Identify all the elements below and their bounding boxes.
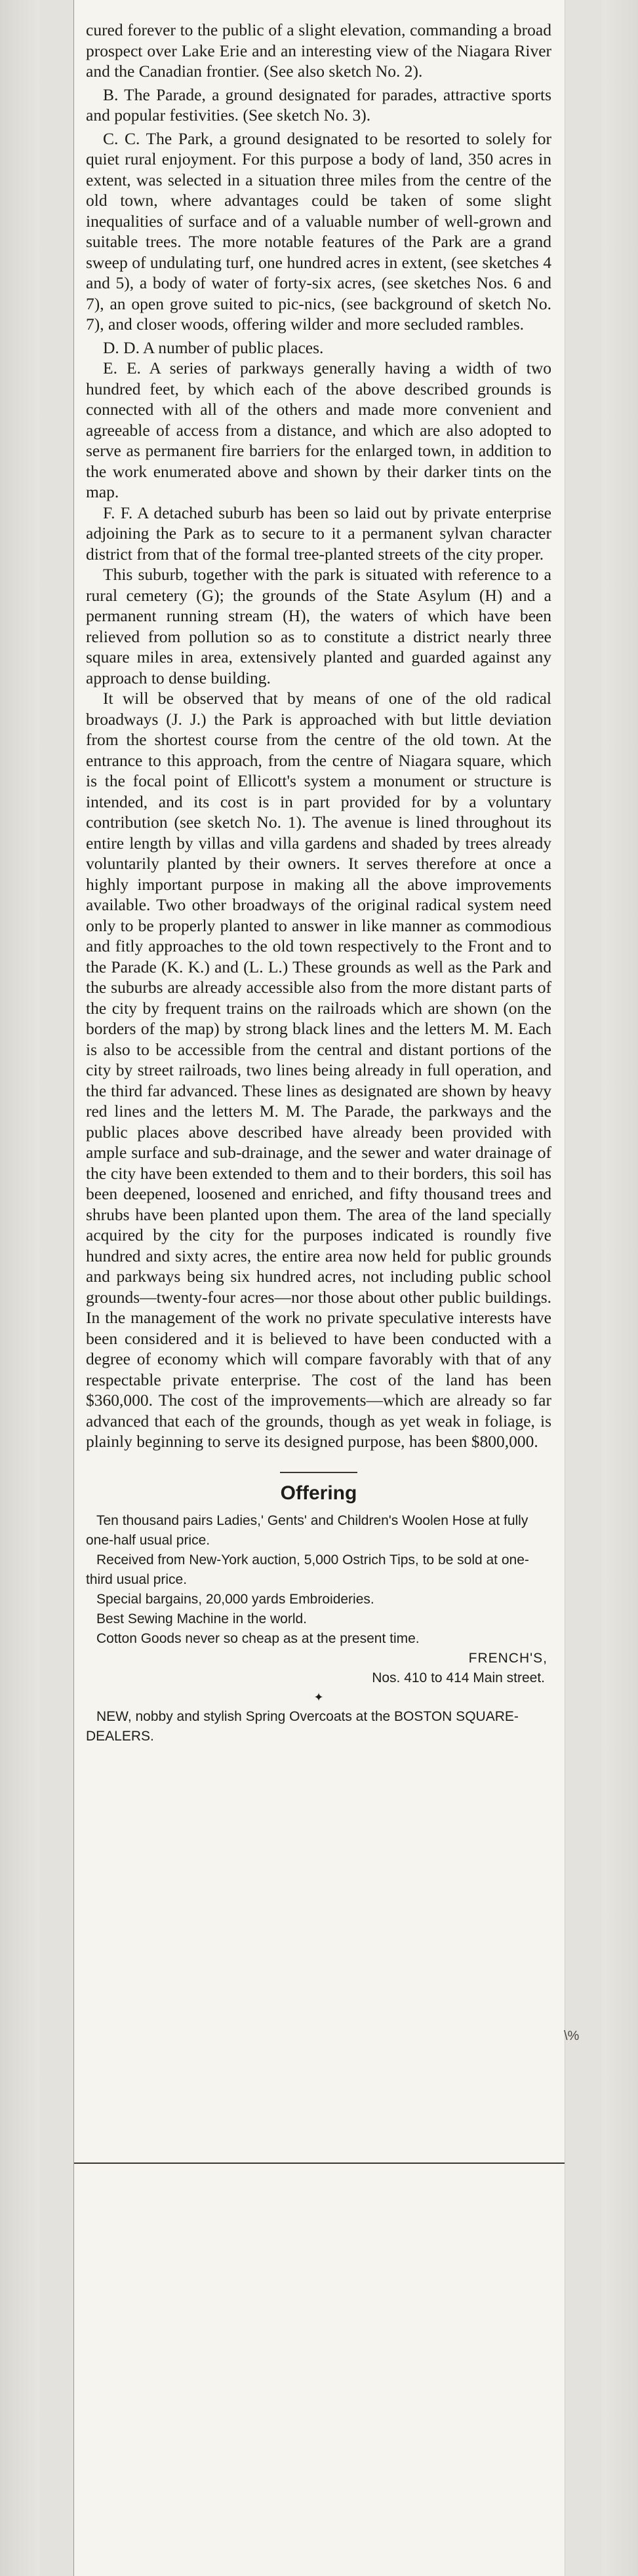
ad-line-ostrich-tips: Received from New-York auction, 5,000 Ostrich Tips, to be sold at one-third usual price.	[86, 1552, 529, 1587]
scan-margin-left	[0, 0, 39, 2576]
ad-heading: Offering	[280, 1482, 357, 1504]
advertisement	[86, 1511, 551, 1746]
article-paragraph-parkways: E. E. A series of parkways generally having a width of two hundred feet, by which each of the above described grounds is connected with all of the others and made more convenient and agreeable of access from a distance, and which are also adopted to serve as permanent fire barriers for the enlarged town, in addition to the work enumerated above and shown by their darker tints on the map.	[86, 358, 551, 501]
article-paragraph-parade: B. The Parade, a ground designated for parades, attractive sports and popular festivities. (See sketch No. 3).	[86, 85, 551, 125]
newspaper-clipping	[73, 0, 565, 2576]
article-paragraph-broadways: It will be observed that by means of one of the old radical broadways (J. J.) the Park is approached with but little deviation from the shortest course from the centre of the old town. At the entrance to this approach, from the centre of Niagara square, which is the focal point of Ellicott's system a monument or structure is intended, and its cost is in part provided for by a voluntary contribution (see sketch No. 1). The avenue is lined throughout its entire length by villas and villa gardens and shaded by trees already voluntarily planted by their owners. It serves therefore at once a highly important purpose in making all the above improvements available. Two other broadways of the original radical system need only to be properly planted to answer in like manner as commodious and fitly approaches to the old town respectively to the Front and to the Parade (K. K.) and (L. L.) These grounds as well as the Park and the suburbs are already accessible also from the more distant parts of the city by frequent trains on the railroads which are shown (on the borders of the map) by strong black lines and the letters M. M. Each is also to be accessible from the central and distant portions of the city by street railroads, two lines being already in full operation, and the third far advanced. These lines as designated are shown by heavy red lines and the letters M. M. The Parade, the parkways and the public places above described have already been provided with ample surface and sub-drainage, and the sewer and water drainage of the city have been extended to them and to their borders, this soil has been deepened, loosened and enriched, and fifty thousand trees and shrubs have been planted upon them. The area of the land specially acquired by the city for the purposes indicated is roundly five hundred and sixty acres, the entire area now held for public grounds and parkways being six hundred acres, not including public school grounds—twenty-four acres—nor those about other public buildings. In the management of the work no private speculative interests have been considered and it is believed to have been conducted with a degree of economy which will compare favorably with that of any respectable private enterprise. The cost of the land has been $360,000. The cost of the improvements—which are already so far advanced that each of the grounds, though as yet weak in foliage, is plainly beginning to serve its designed purpose, has been $800,000.	[86, 689, 551, 1451]
article-paragraph-public-places: D. D. A number of public places.	[103, 337, 324, 357]
scan-margin-right	[602, 0, 638, 2576]
article-paragraph-suburb: F. F. A detached suburb has been so laid out by private enterprise adjoining the Park as to secure to it a permanent sylvan character district from that of the formal tree-planted streets of the city proper.	[86, 503, 551, 564]
ad-line-overcoats: NEW, nobby and stylish Spring Overcoats at the BOSTON SQUARE-DEALERS.	[86, 1708, 519, 1744]
article-column	[86, 20, 551, 1746]
ad-line-sewing-machine: Best Sewing Machine in the world.	[96, 1611, 307, 1626]
ad-signature: FRENCH'S,	[468, 1650, 548, 1666]
margin-mark: \%	[564, 2029, 580, 2043]
ad-line-cotton-goods: Cotton Goods never so cheap as at the present time.	[96, 1630, 420, 1646]
ad-line-hose: Ten thousand pairs Ladies,' Gents' and Children's Woolen Hose at fully one-half usual price.	[86, 1512, 528, 1548]
article-paragraph-1: cured forever to the public of a slight elevation, commanding a broad prospect over Lake Erie and an interesting view of the Niagara River and the Canadian frontier. (See also sketch No. 2).	[86, 20, 551, 81]
section-divider	[280, 1472, 357, 1473]
ad-address: Nos. 410 to 414 Main street.	[372, 1670, 545, 1685]
star-ornament-icon: ✦	[313, 1690, 324, 1704]
article-paragraph-suburb-location: This suburb, together with the park is situated with reference to a rural cemetery (G); the grounds of the State Asylum (H) and a permanent running stream (H), the waters of which have been relieved from pollution so as to constitute a district nearly three square miles in area, extensively planted and guarded against any approach to dense building.	[86, 565, 551, 687]
bottom-rule	[74, 2163, 565, 2164]
article-paragraph-park: C. C. The Park, a ground designated to be resorted to solely for quiet rural enjoyment. For this purpose a body of land, 350 acres in extent, was selected in a situation three miles from the centre of the old town, where advantages could be taken of some slight inequalities of surface and of a valuable number of well-grown and suitable trees. The more notable features of the Park are a grand sweep of undulating turf, one hundred acres in extent, (see sketches 4 and 5), a body of water of forty-six acres, (see sketches Nos. 6 and 7), an open grove suited to pic-nics, (see background of sketch No. 7), and closer woods, offering wilder and more secluded rambles.	[86, 128, 551, 334]
ad-line-embroideries: Special bargains, 20,000 yards Embroideries.	[96, 1591, 374, 1607]
